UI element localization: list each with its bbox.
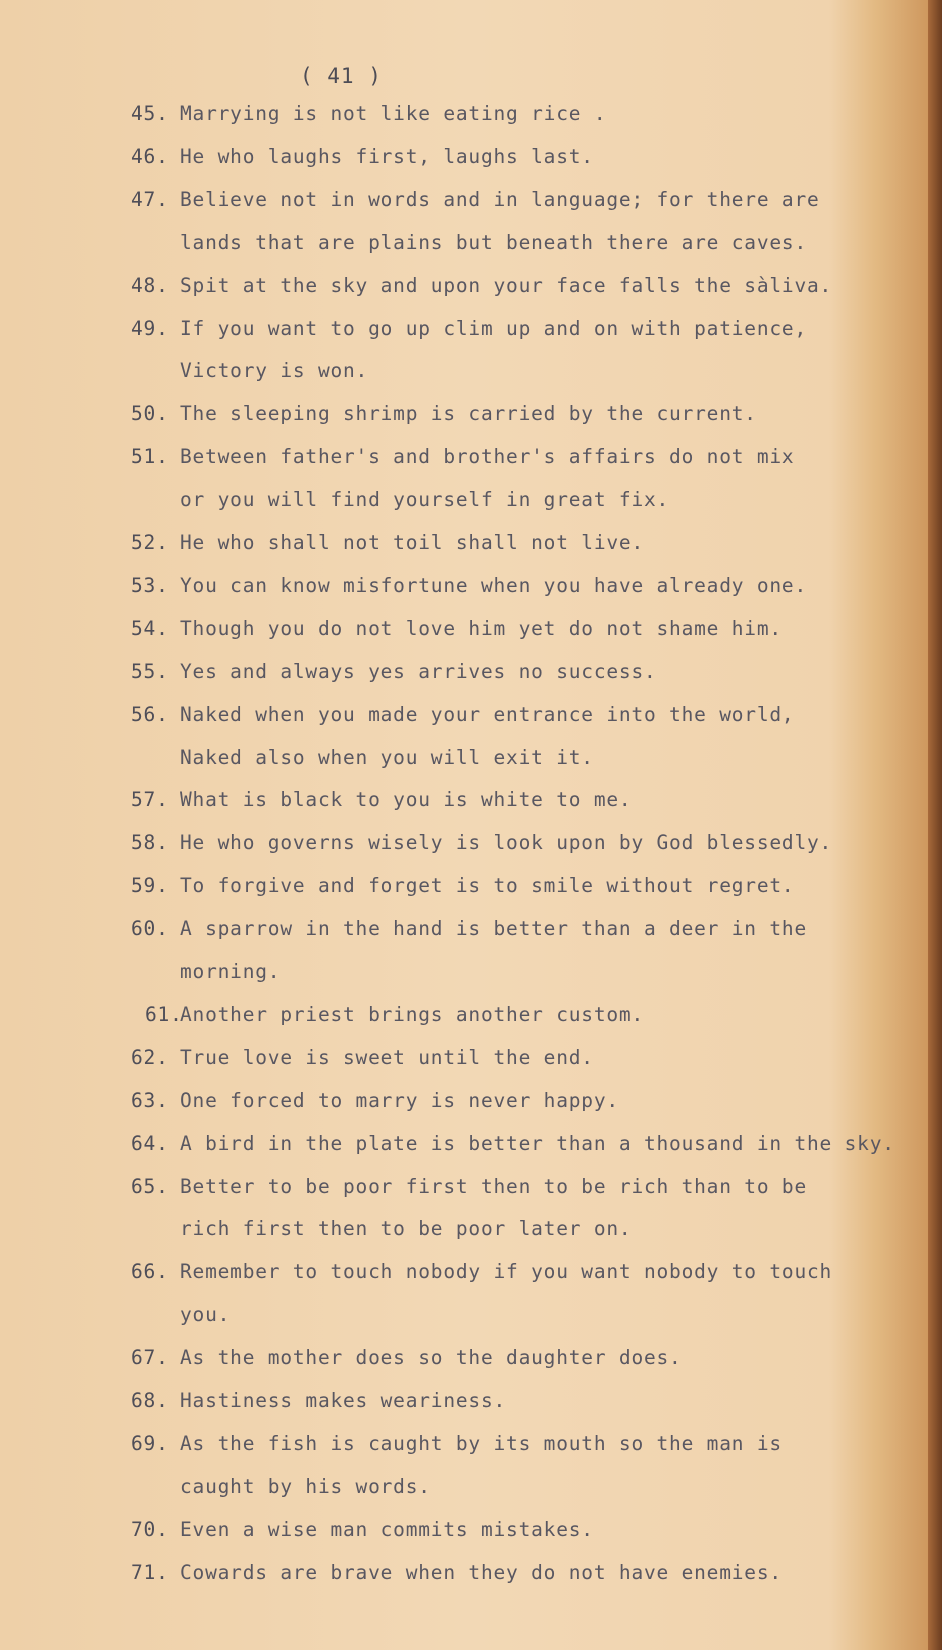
proverb-text: Between father's and brother's affairs do not mix [180,445,795,469]
proverb-text-continued: Naked also when you will exit it. [180,745,594,769]
proverb-text: Though you do not love him yet do not shame him. [180,616,782,640]
proverb-number: 68. [131,1389,169,1412]
proverb-text: He who laughs first, laughs last. [180,144,594,168]
proverb-text: Yes and always yes arrives no success. [180,659,657,683]
proverb-text: He who governs wisely is look upon by God blessedly. [180,831,833,855]
proverb-text-continued: Victory is won. [180,359,369,383]
proverb-text: The sleeping shrimp is carried by the current. [180,402,757,426]
proverb-text: He who shall not toil shall not live. [180,531,644,554]
proverb-number: 61. [145,1002,183,1026]
proverb-number: 70. [131,1517,169,1541]
proverb-text-continued: morning. [180,960,281,983]
proverb-text: A bird in the plate is better than a thousand in the sky. [180,1131,895,1155]
proverb-number: 57. [131,788,169,812]
proverb-number: 60. [131,917,169,941]
proverb-number: 45. [131,102,169,125]
proverb-number: 59. [131,874,169,898]
proverb-number: 46. [131,144,169,168]
proverb-text-continued: rich first then to be poor later on. [180,1217,632,1241]
proverb-number: 58. [131,831,169,855]
proverb-text-continued: caught by his words. [180,1474,431,1498]
proverb-text: Cowards are brave when they do not have enemies. [180,1560,782,1584]
proverb-text: Believe not in words and in language; for there are [180,187,820,211]
proverb-number: 64. [131,1131,169,1155]
proverb-number: 50. [131,402,169,426]
proverb-number: 69. [131,1431,169,1455]
proverb-text: One forced to marry is never happy. [180,1088,619,1112]
proverb-text: Remember to touch nobody if you want nobody to touch [180,1260,833,1284]
proverb-number: 51. [131,445,169,469]
proverb-text-continued: lands that are plains but beneath there are caves. [180,230,807,254]
proverb-number: 71. [131,1560,169,1584]
proverb-text-continued: or you will find yourself in great fix. [180,488,670,512]
proverb-text: As the fish is caught by its mouth so the man is [180,1431,782,1455]
proverb-number: 55. [131,659,169,683]
proverb-text: Hastiness makes weariness. [180,1389,507,1412]
proverb-number: 63. [131,1088,169,1112]
proverb-text: What is black to you is white to me. [180,788,632,812]
proverb-text: True love is sweet until the end. [180,1045,594,1069]
proverb-text: If you want to go up clim up and on with patience, [180,316,807,340]
proverb-number: 56. [131,702,169,726]
proverb-text: To forgive and forget is to smile without regret. [180,874,795,898]
proverb-text: Even a wise man commits mistakes. [180,1517,594,1541]
proverb-number: 53. [131,573,169,597]
proverb-text: Another priest brings another custom. [180,1002,644,1026]
proverb-text: A sparrow in the hand is better than a deer in the [180,917,807,941]
proverb-number: 48. [131,273,169,297]
proverb-number: 62. [131,1045,169,1069]
proverb-text-continued: you. [180,1303,231,1327]
proverb-number: 54. [131,616,169,640]
proverb-text: Spit at the sky and upon your face falls the sàliva. [180,273,833,297]
page-number: ( 41 ) [300,64,382,88]
proverb-text: Better to be poor first then to be rich than to be [180,1174,807,1198]
proverb-text: As the mother does so the daughter does. [180,1346,682,1370]
proverb-number: 49. [131,316,169,340]
proverb-number: 67. [131,1346,169,1370]
proverb-text: Marrying is not like eating rice . [180,102,607,125]
proverb-number: 65. [131,1174,169,1198]
proverb-number: 66. [131,1260,169,1284]
proverb-number: 52. [131,531,169,554]
proverb-text: Naked when you made your entrance into the world, [180,702,795,726]
proverb-number: 47. [131,187,169,211]
proverb-text: You can know misfortune when you have already one. [180,573,807,597]
